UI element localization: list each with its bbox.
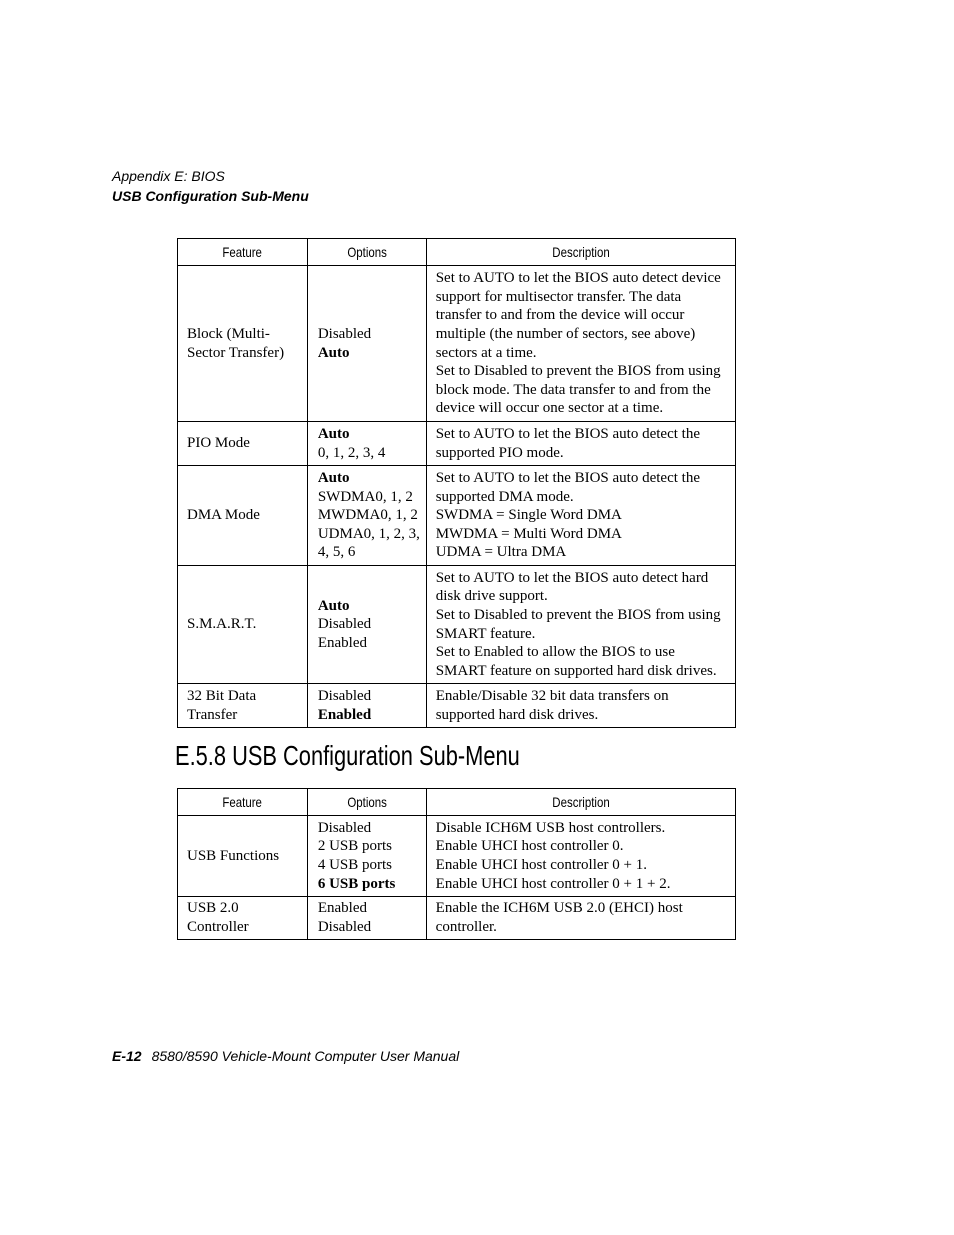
description-cell — [426, 897, 735, 940]
description-cell — [426, 422, 735, 466]
option-value: Auto — [317, 597, 350, 614]
option-value: Disabled — [317, 325, 372, 342]
column-header-description: Description — [426, 789, 735, 816]
options-cell — [307, 266, 426, 422]
description-line: Enable UHCI host controller 0. — [435, 838, 624, 855]
option-value: Enabled — [317, 706, 372, 723]
description-line: Enable UHCI host controller 0 + 1 + 2. — [435, 875, 671, 892]
description-line: Disable ICH6M USB host controllers. — [435, 819, 666, 836]
option-value: UDMA0, 1, 2, 3, 4, 5, 6 — [317, 525, 420, 561]
table-row — [178, 684, 736, 728]
feature-cell: PIO Mode — [178, 422, 308, 466]
table-header-row — [178, 239, 736, 266]
description-cell — [426, 684, 735, 728]
table-row — [178, 816, 736, 897]
column-header-options: Options — [307, 789, 426, 816]
options-cell — [307, 684, 426, 728]
feature-cell: USB Functions — [178, 816, 308, 897]
option-value: Auto — [317, 344, 350, 361]
option-value: Auto — [317, 470, 350, 487]
column-header-feature: Feature — [178, 239, 308, 266]
description-cell — [426, 566, 735, 684]
page-footer — [112, 1046, 459, 1066]
option-value: 2 USB ports — [317, 838, 393, 855]
option-value: Auto — [317, 425, 350, 442]
option-value: SWDMA0, 1, 2 — [317, 488, 413, 505]
option-value: Disabled — [317, 819, 372, 836]
description-line: SWDMA = Single Word DMA — [435, 507, 622, 524]
table-row — [178, 897, 736, 940]
option-value: MWDMA0, 1, 2 — [317, 507, 418, 524]
column-header-options: Options — [307, 239, 426, 266]
description-line: Set to AUTO to let the BIOS auto detect the supported PIO mode. — [435, 425, 700, 461]
description-line: Set to AUTO to let the BIOS auto detect hard disk drive support. — [435, 569, 709, 605]
option-value: 6 USB ports — [317, 875, 396, 892]
table-row — [178, 266, 736, 422]
description-line: Set to AUTO to let the BIOS auto detect device support for multisector transfer. The data transfer to and from the device will occur multiple (the number of sectors, see above) sectors at a time. — [435, 270, 721, 361]
option-value: Disabled — [317, 687, 372, 704]
table-row — [178, 422, 736, 466]
description-cell — [426, 816, 735, 897]
running-header-section: USB Configuration Sub-Menu — [112, 188, 309, 204]
table-row — [178, 466, 736, 566]
options-cell — [307, 566, 426, 684]
feature-cell: S.M.A.R.T. — [178, 566, 308, 684]
option-value: Enabled — [317, 634, 367, 651]
options-cell — [307, 422, 426, 466]
option-value: Disabled — [317, 616, 372, 633]
table-row — [178, 566, 736, 684]
feature-cell: 32 Bit Data Transfer — [178, 684, 308, 728]
section-title: E.5.8 USB Configuration Sub-Menu — [175, 740, 520, 771]
column-header-description: Description — [426, 239, 735, 266]
description-line: Enable UHCI host controller 0 + 1. — [435, 857, 648, 873]
options-cell — [307, 816, 426, 897]
description-cell — [426, 466, 735, 566]
running-header-chapter: Appendix E: BIOS — [112, 168, 225, 184]
manual-title: 8580/8590 Vehicle-Mount Computer User Manual — [151, 1048, 460, 1064]
description-line: UDMA = Ultra DMA — [435, 544, 567, 561]
description-line: Enable/Disable 32 bit data transfers on supported hard disk drives. — [435, 687, 669, 723]
description-line: Set to Disabled to prevent the BIOS from using SMART feature. — [435, 606, 721, 642]
ide-options-table — [177, 238, 736, 728]
usb-options-table — [177, 788, 736, 940]
option-value: Disabled — [317, 919, 372, 935]
feature-cell: DMA Mode — [178, 466, 308, 566]
options-cell — [307, 897, 426, 940]
description-line: MWDMA = Multi Word DMA — [435, 525, 622, 542]
feature-cell: USB 2.0 Controller — [178, 897, 308, 940]
description-line: Set to Disabled to prevent the BIOS from using block mode. The data transfer to and from the device will occur one sector at a time. — [435, 363, 721, 417]
description-line: Enable the ICH6M USB 2.0 (EHCI) host controller. — [435, 900, 683, 935]
option-value: Enabled — [317, 900, 367, 917]
description-line: Set to Enabled to allow the BIOS to use SMART feature on supported hard disk drives. — [435, 644, 717, 679]
feature-cell: Block (Multi-Sector Transfer) — [178, 266, 308, 422]
table-header-row — [178, 789, 736, 816]
column-header-feature: Feature — [178, 789, 308, 816]
options-cell — [307, 466, 426, 566]
page-number: E-12 — [112, 1048, 142, 1064]
option-value: 4 USB ports — [317, 857, 393, 873]
description-cell — [426, 266, 735, 422]
description-line: Set to AUTO to let the BIOS auto detect the supported DMA mode. — [435, 470, 700, 505]
option-value: 0, 1, 2, 3, 4 — [317, 444, 386, 461]
